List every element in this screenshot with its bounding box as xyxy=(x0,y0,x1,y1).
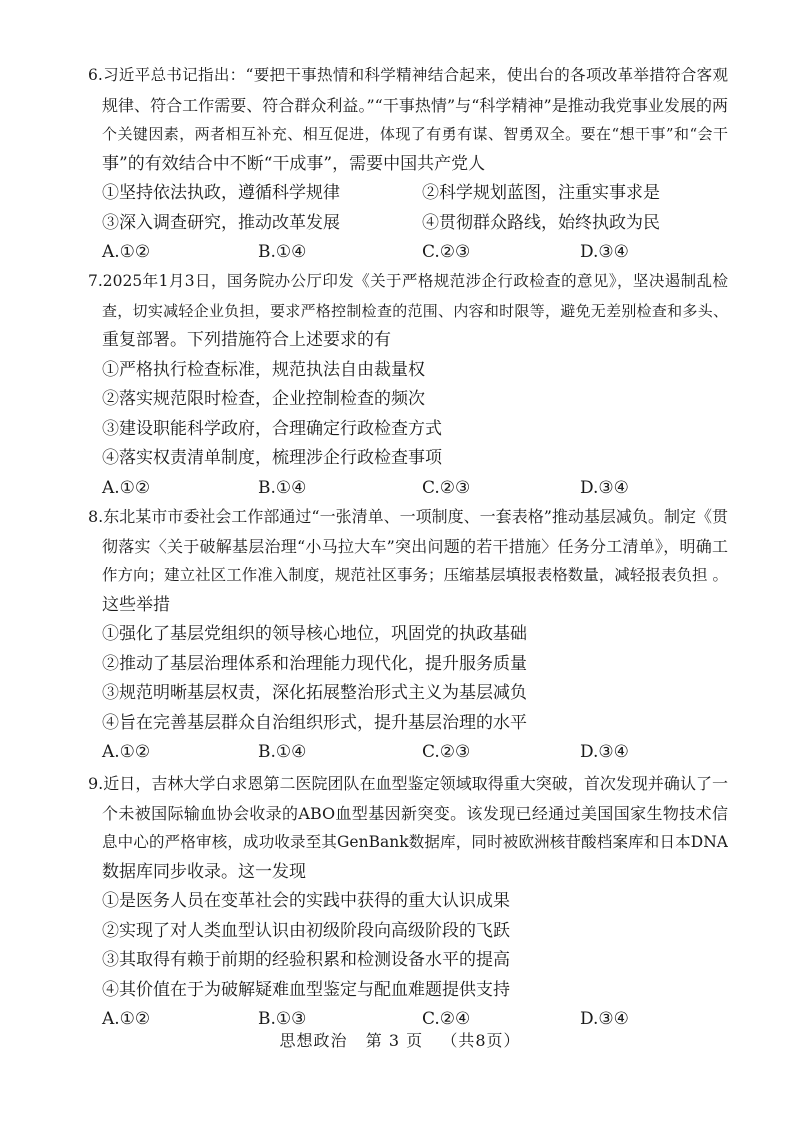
question-stem-line: 作方向；建立社区工作准入制度，规范社区事务；压缩基层填报表格数量，减轻报表负担 。 xyxy=(102,566,728,584)
question-stem-line: 9.近日，吉林大学白求恩第二医院团队在血型鉴定领域取得重大突破，首次发现并确认了一 xyxy=(88,774,728,793)
option-item: ①强化了基层党组织的领导核心地位，巩固党的执政基础 xyxy=(102,624,527,644)
page-footer xyxy=(0,1028,800,1051)
footer-subject: 思想政治 xyxy=(279,1031,348,1050)
question-stem-line: 6.习近平总书记指出：“要把干事热情和科学精神结合起来，使出台的各项改革举措符合客观 xyxy=(88,66,728,84)
option-item: ①坚持依法执政，遵循科学规律 xyxy=(102,183,340,203)
option-item: ②科学规划蓝图，注重实事求是 xyxy=(422,183,660,203)
answer-row xyxy=(88,238,728,268)
question-stem-line: 息中心的严格审核，成功收录至其GenBank数据库，同时被欧洲核苷酸档案库和日本DNA xyxy=(102,833,728,851)
option-item: ③其取得有赖于前期的经验积累和检测设备水平的提高 xyxy=(102,950,510,970)
option-item: ①是医务人员在变革社会的实践中获得的重大认识成果 xyxy=(102,891,510,911)
question-stem-line: 个关键因素，两者相互补充、相互促进，体现了有勇有谋、智勇双全。要在“想干事”和“会干 xyxy=(102,125,728,143)
option-item: ③深入调查研究，推动改革发展 xyxy=(102,212,340,233)
option-item: ④旨在完善基层群众自治组织形式，提升基层治理的水平 xyxy=(102,712,527,733)
question-stem-line: 数据库同步收录。这一发现 xyxy=(102,861,306,882)
answer-choice: B.①③ xyxy=(258,1009,307,1029)
option-item: ④其价值在于为破解疑难血型鉴定与配血难题提供支持 xyxy=(102,979,510,1000)
answer-choice: A.①② xyxy=(102,742,151,762)
question-stem-line: 彻落实〈关于破解基层治理“小马拉大车”突出问题的若干措施〉任务分工清单》，明确工 xyxy=(102,536,728,556)
answer-choice: C.②③ xyxy=(422,477,471,498)
footer-page-number: 第 3 页 xyxy=(365,1031,424,1050)
question-stem-line: 7.2025年1月3日，国务院办公厅印发《关于严格规范涉企行政检查的意见》，坚决遏制乱检 xyxy=(88,272,728,290)
answer-choice: C.②③ xyxy=(422,242,471,262)
answer-choice: D.③④ xyxy=(580,477,629,498)
question-9 xyxy=(88,769,728,1035)
question-7 xyxy=(88,267,728,503)
option-item: ②落实规范限时检查，企业控制检查的频次 xyxy=(102,389,425,409)
answer-choice: A.①② xyxy=(102,1009,151,1029)
question-stem-line: 8.东北某市市委社会工作部通过“一张清单、一项制度、一套表格”推动基层减负。制定《贯 xyxy=(88,507,728,526)
answer-choice: C.②④ xyxy=(422,1009,471,1029)
answer-choice: B.①④ xyxy=(258,477,307,498)
answer-choice: C.②③ xyxy=(422,742,471,762)
answer-row xyxy=(88,474,728,504)
option-item: ④落实权责清单制度，梳理涉企行政检查事项 xyxy=(102,448,442,468)
answer-choice: B.①④ xyxy=(258,742,307,762)
answer-choice: D.③④ xyxy=(580,242,629,262)
question-stem-line: 个未被国际输血协会收录的ABO血型基因新突变。该发现已经通过美国国家生物技术信 xyxy=(102,803,728,823)
option-item: ②实现了对人类血型认识由初级阶段向高级阶段的飞跃 xyxy=(102,920,510,941)
option-item: ②推动了基层治理体系和治理能力现代化，提升服务质量 xyxy=(102,653,527,674)
footer-total-pages: （共8页） xyxy=(441,1031,521,1050)
question-stem-line: 这些举措 xyxy=(102,594,170,615)
question-8 xyxy=(88,502,728,768)
answer-choice: A.①② xyxy=(102,242,151,262)
answer-choice: A.①② xyxy=(102,477,151,498)
option-item: ④贯彻群众路线，始终执政为民 xyxy=(422,212,660,233)
answer-choice: D.③④ xyxy=(580,1009,629,1029)
answer-choice: D.③④ xyxy=(580,742,629,762)
option-row xyxy=(88,179,728,209)
question-stem-line: 查，切实减轻企业负担，要求严格控制检查的范围、内容和时限等，避免无差别检查和多头、 xyxy=(102,301,728,320)
option-item: ③建设职能科学政府，合理确定行政检查方式 xyxy=(102,418,442,439)
option-item: ③规范明晰基层权责，深化拓展整治形式主义为基层减负 xyxy=(102,683,527,703)
option-item: ①严格执行检查标准，规范执法自由裁量权 xyxy=(102,359,425,380)
answer-choice: B.①④ xyxy=(258,242,307,262)
question-6 xyxy=(88,61,728,268)
question-stem-line: 规律、符合工作需要、符合群众利益。”“干事热情”与“科学精神”是推动我党事业发展的两 xyxy=(102,95,728,115)
question-stem-line: 事”的有效结合中不断“干成事”，需要中国共产党人 xyxy=(102,153,486,174)
option-row xyxy=(88,209,728,239)
question-stem-line: 重复部署。下列措施符合上述要求的有 xyxy=(102,330,391,350)
answer-row xyxy=(88,738,728,768)
